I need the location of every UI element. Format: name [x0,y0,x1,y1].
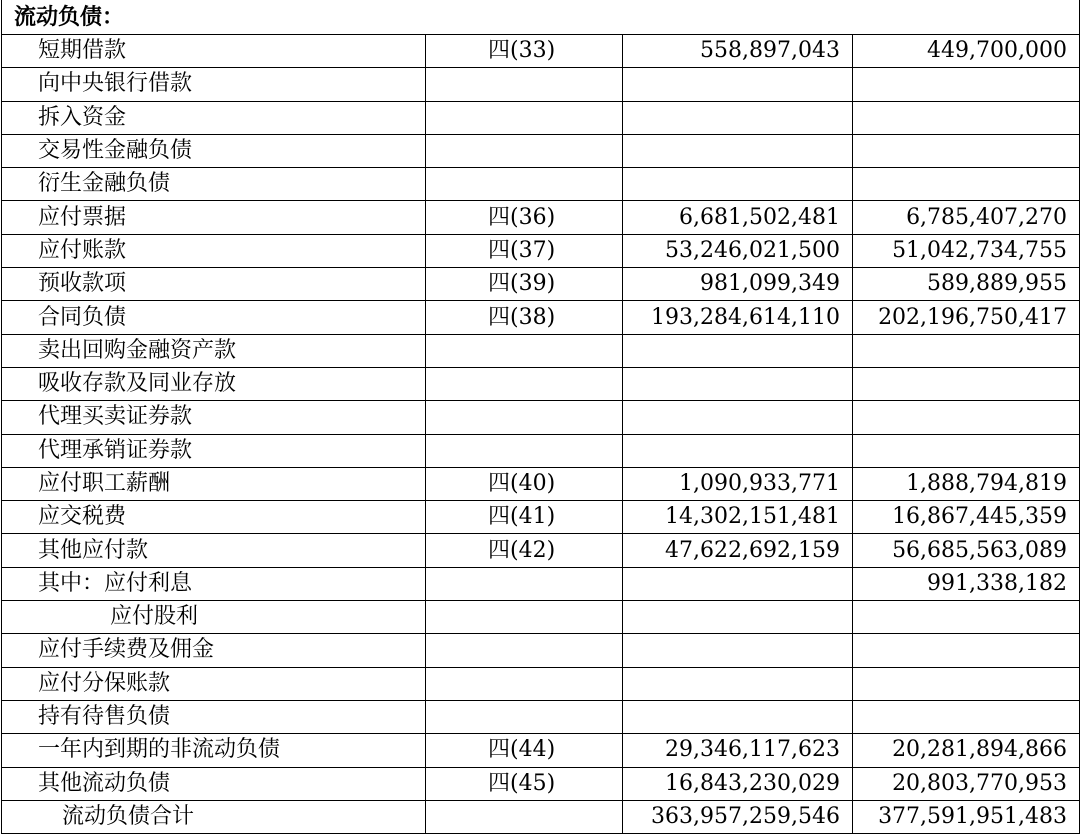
table-row [2,667,1080,700]
row-label: 其他应付款 [2,534,426,567]
row-current-amount: 558,897,043 [623,35,853,68]
row-label: 应付账款 [2,234,426,267]
row-label: 合同负债 [2,301,426,334]
row-label: 应交税费 [2,501,426,534]
row-label: 代理买卖证券款 [2,401,426,434]
row-previous-amount: 51,042,734,755 [853,234,1080,267]
row-current-amount [623,401,853,434]
row-note [426,434,623,467]
row-current-amount [623,700,853,733]
row-current-amount: 47,622,692,159 [623,534,853,567]
row-previous-amount: 6,785,407,270 [853,201,1080,234]
row-current-amount [623,601,853,634]
row-current-amount: 14,302,151,481 [623,501,853,534]
section-header-row [2,0,1080,35]
row-previous-amount [853,168,1080,201]
row-label: 应付分保账款 [2,667,426,700]
row-note [426,101,623,134]
row-label: 预收款项 [2,268,426,301]
table-row [2,35,1080,68]
row-current-amount [623,101,853,134]
row-current-amount: 363,957,259,546 [623,800,853,833]
row-note: 四(45) [426,767,623,800]
row-label: 吸收存款及同业存放 [2,367,426,400]
row-current-amount: 193,284,614,110 [623,301,853,334]
row-previous-amount: 16,867,445,359 [853,501,1080,534]
row-label: 交易性金融负债 [2,134,426,167]
row-note [426,567,623,600]
row-current-amount: 1,090,933,771 [623,467,853,500]
table-row [2,201,1080,234]
row-note [426,800,623,833]
row-previous-amount: 991,338,182 [853,567,1080,600]
row-previous-amount [853,101,1080,134]
current-liabilities-table [1,0,1080,834]
row-previous-amount: 1,888,794,819 [853,467,1080,500]
row-label: 流动负债合计 [2,800,426,833]
row-note: 四(44) [426,734,623,767]
table-row [2,168,1080,201]
row-current-amount [623,667,853,700]
table-row [2,68,1080,101]
row-current-amount: 16,843,230,029 [623,767,853,800]
table-row [2,601,1080,634]
row-label: 短期借款 [2,35,426,68]
row-label: 拆入资金 [2,101,426,134]
row-note [426,634,623,667]
row-label: 应付票据 [2,201,426,234]
table-row [2,700,1080,733]
row-note [426,601,623,634]
row-note: 四(37) [426,234,623,267]
row-previous-amount: 56,685,563,089 [853,534,1080,567]
row-label: 衍生金融负债 [2,168,426,201]
row-note: 四(40) [426,467,623,500]
row-note [426,134,623,167]
table-row [2,401,1080,434]
row-note [426,68,623,101]
table-row [2,734,1080,767]
row-note [426,667,623,700]
row-note [426,367,623,400]
row-current-amount [623,334,853,367]
row-previous-amount: 377,591,951,483 [853,800,1080,833]
row-current-amount: 6,681,502,481 [623,201,853,234]
table-row [2,234,1080,267]
row-label: 持有待售负债 [2,700,426,733]
row-previous-amount [853,601,1080,634]
table-row [2,634,1080,667]
row-previous-amount [853,401,1080,434]
row-note [426,401,623,434]
row-previous-amount [853,334,1080,367]
row-previous-amount [853,700,1080,733]
row-label: 应付股利 [2,601,426,634]
table-row [2,501,1080,534]
row-label: 向中央银行借款 [2,68,426,101]
row-label: 其中：应付利息 [2,567,426,600]
row-current-amount: 981,099,349 [623,268,853,301]
table-row [2,800,1080,833]
row-previous-amount: 20,803,770,953 [853,767,1080,800]
row-note [426,168,623,201]
row-previous-amount [853,367,1080,400]
row-current-amount [623,634,853,667]
row-note [426,334,623,367]
table-row [2,567,1080,600]
row-label: 卖出回购金融资产款 [2,334,426,367]
row-label: 其他流动负债 [2,767,426,800]
row-label: 代理承销证券款 [2,434,426,467]
row-previous-amount [853,667,1080,700]
row-previous-amount: 589,889,955 [853,268,1080,301]
row-note: 四(41) [426,501,623,534]
row-note: 四(39) [426,268,623,301]
row-previous-amount: 20,281,894,866 [853,734,1080,767]
row-current-amount [623,434,853,467]
row-previous-amount: 202,196,750,417 [853,301,1080,334]
table-row [2,268,1080,301]
section-title: 流动负债： [2,0,1080,35]
table-row [2,134,1080,167]
row-note: 四(38) [426,301,623,334]
table-row [2,367,1080,400]
row-current-amount [623,367,853,400]
row-previous-amount [853,134,1080,167]
table-row [2,301,1080,334]
row-current-amount [623,68,853,101]
row-label: 应付手续费及佣金 [2,634,426,667]
table-row [2,434,1080,467]
row-current-amount: 53,246,021,500 [623,234,853,267]
row-label: 一年内到期的非流动负债 [2,734,426,767]
row-current-amount [623,134,853,167]
table-row [2,534,1080,567]
row-note: 四(42) [426,534,623,567]
row-current-amount: 29,346,117,623 [623,734,853,767]
row-label: 应付职工薪酬 [2,467,426,500]
row-current-amount [623,168,853,201]
table-row [2,101,1080,134]
table-row [2,334,1080,367]
table-body [2,0,1080,834]
table-row [2,467,1080,500]
row-note [426,700,623,733]
row-note: 四(36) [426,201,623,234]
table-row [2,767,1080,800]
row-previous-amount: 449,700,000 [853,35,1080,68]
row-previous-amount [853,634,1080,667]
row-note: 四(33) [426,35,623,68]
row-current-amount [623,567,853,600]
row-previous-amount [853,68,1080,101]
row-previous-amount [853,434,1080,467]
